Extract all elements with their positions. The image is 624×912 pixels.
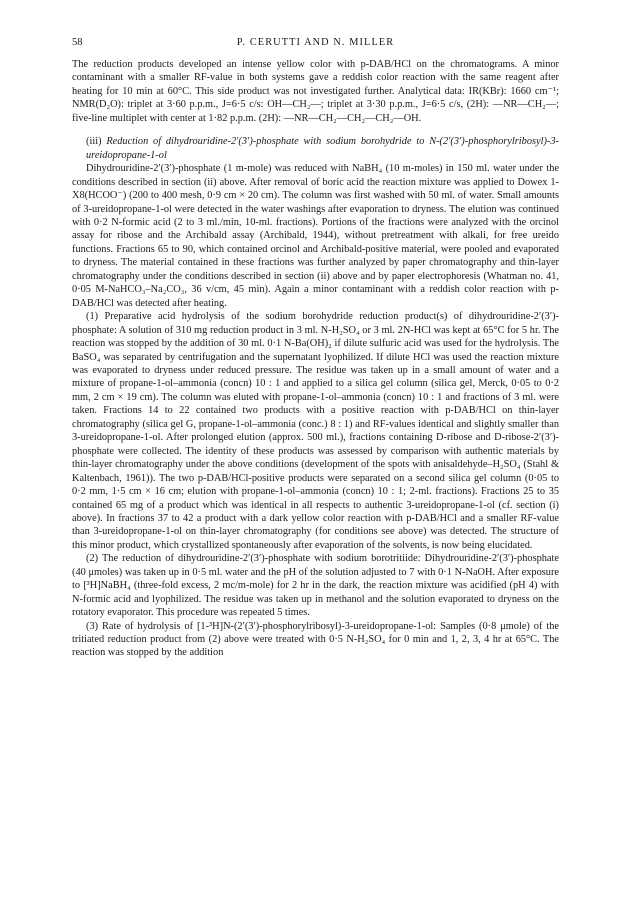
section-heading: [86, 135, 559, 162]
section-heading-title: Reduction of dihydrouridine-2′(3′)-phosphate with sodium borohydride to N-(2′(3′)-phosphorylribosyl)-3-ureidopropane-1-ol: [86, 136, 559, 161]
paragraph-borotritiide-reduction: (2) The reduction of dihydrouridine-2′(3′)-phosphate with sodium borotritiide: Dihydrouridine-2′(3′)-phosphate (40 μmoles) was taken up in 0·5 ml. water and the pH of the solution adjusted to 7 with 0·1 N-NaOH. After exposure to [³H]NaBH₄ (three-fold excess, 2 mc/m-mole) for 2 hr in the dark, the reaction mixture was acidified (pH 4) with N-formic acid and lyophilized. The residue was taken up in methanol and the solution evaporated to dryness on the rotatory evaporator. This procedure was repeated 5 times.: [72, 553, 559, 619]
paragraph-analytical-data: The reduction products developed an intense yellow color with p-DAB/HCl on the chromatograms. A minor contaminant with a smaller RF-value in both systems gave a reddish color reaction with the same reagent after heating for 10 min at 60°C. This side product was not investigated further. Analytical data: IR(KBr): 1660 cm⁻¹; NMR(D₂O): triplet at 3·60 p.p.m., J=6·5 c/s: OH—CH₂—; triplet at 3·30 p.p.m., J=6·5 c/s, (2H): —NR—CH₂—; five-line multiplet with center at 1·82 p.p.m. (2H): —NR—CH₂—CH₂—CH₂—OH.: [72, 59, 559, 124]
page-number: 58: [72, 37, 83, 48]
paragraph-acid-hydrolysis: (1) Preparative acid hydrolysis of the sodium borohydride reduction product(s) of dihydrouridine-2′(3′)-phosphate: A solution of 310 mg reduction product in 3 ml. N-H₂SO₄ or 3 ml. 2N-HCl was kept at 65°C for 5 hr. The reaction was stopped by the addition of 30 ml. 0·1 N-Ba(OH)₂ if dilute sulfuric acid was used for the hydrolysis. The BaSO₄ was separated by centrifugation and the supernatant lyophilized. If dilute HCl was used the reaction mixture was evaporated to dryness under reduced pressure. The residue was taken up in a small amount of water and a mixture of propane-1-ol–ammonia (concn) 10 : 1 and applied to a silica gel column (silica gel, Merck, 0·05 to 0·2 mm, 2 cm × 19 cm). The column was eluted with propane-1-ol–ammonia (concn) 10 : 1 and fractions of 3 ml. were taken. Fractions 14 to 22 contained two products with a positive reaction with p-DAB/HCl on thin-layer chromatography (silica gel G, propane-1-ol–ammonia (conc.) 8 : 1) and RF-values identical and slightly smaller than 3-ureidopropane-1-ol. After prolonged elution (approx. 500 ml.), fractions containing D-ribose and D-ribose-2′(3′)-phosphate were collected. The identity of these products was assessed by comparison with authentic materials by thin-layer chromatography under the above conditions (development of the spots with anisaldehyde–H₂SO₄ (Stahl & Kaltenbach, 1961)). The two p-DAB/HCl-positive products were separated on a second silica gel column (0·05 to 0·2 mm, 1·5 cm × 16 cm; elution with propane-1-ol–ammonia (concn) 10 : 1; 2-ml. fractions). Fractions 25 to 35 contained 65 mg of a product which was identical in all respects to authentic 3-ureidopropane-1-ol (cf. section (i) above). In fractions 37 to 42 a product with a dark yellow color reaction with p-DAB/HCl and a smaller RF-value than 3-ureidopropane-1-ol on thin-layer chromatography (for conditions see above) was detected. The structure of this minor product, which crystallized spontaneously after evaporation of the solvents, is now being elucidated.: [72, 311, 559, 551]
paragraph-reduction-procedure: Dihydrouridine-2′(3′)-phosphate (1 m-mole) was reduced with NaBH₄ (10 m-moles) in 150 ml. water under the conditions described in section (ii) above. After removal of boric acid the reaction mixture was applied to Dowex 1-X8(HCOO⁻) (200 to 400 mesh, 0·9 cm × 20 cm). The column was first washed with 50 ml. of water. Small amounts of 3-ureidopropane-1-ol were detected in the water washings after evaporation to dryness. The elution was continued with 0·2 N-formic acid (2 to 3 ml./min, 10-ml. fractions). Portions of the fractions were analyzed with the orcinol assay for ribose and the Archibald assay (Archibald, 1944), without pretreatment with alkali, for free ureido functions. Fractions 65 to 90, which contained orcinol and Archibald-positive material, were pooled and evaporated to dryness. The material contained in these fractions was further analyzed by paper chromatography and thin-layer chromatography under the conditions described in section (ii) above and by paper electrophoresis (Whatman no. 41, 0·05 M-NaHCO₃–Na₂CO₃, 36 v/cm, 45 min). Again a minor contaminant with a reddish color reaction with p-DAB/HCl was detected after heating.: [72, 163, 559, 309]
running-title: P. CERUTTI AND N. MILLER: [236, 37, 395, 48]
running-header: [72, 36, 559, 52]
journal-page: [72, 36, 559, 660]
paragraph-rate-of-hydrolysis: (3) Rate of hydrolysis of [1-³H]N-(2′(3′)-phosphorylribosyl)-3-ureidopropane-1-ol: Samples (0·8 μmole) of the tritiated reduction product from (2) above were treated with 0·5 N-H₂SO₄ for 0 min and 1, 2, 3, 4 hr at 65°C. The reaction was stopped by the addition: [72, 620, 559, 659]
section-heading-number: (iii): [86, 136, 107, 148]
